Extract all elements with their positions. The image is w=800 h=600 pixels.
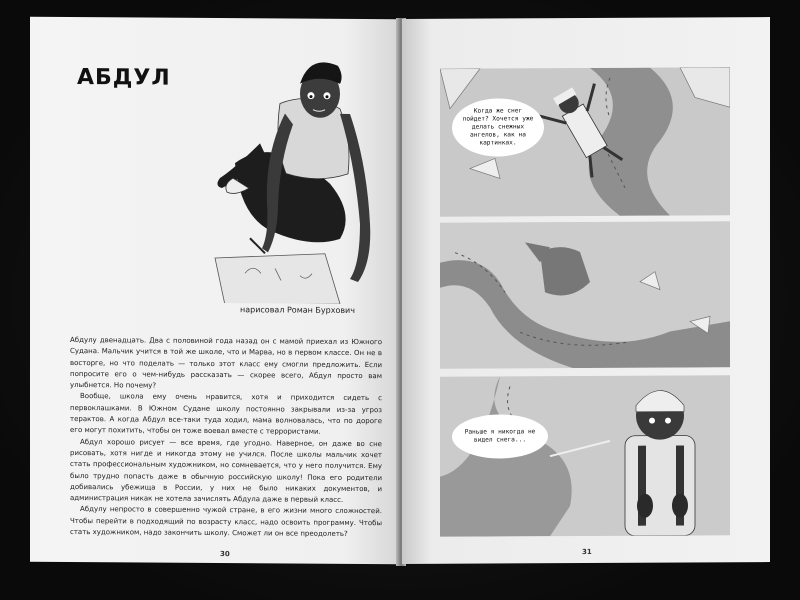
left-page [30,17,400,565]
page-title: АБДУЛ [77,65,171,91]
comic-panel-2 [440,221,730,369]
paragraph: Вообще, школа ему очень нравится, хотя и приходится сидеть с первоклашками. В Южном Судане школу постоянно закрывали из-за угроз терактов. А когда Абдул все-таки туда ходил, мама волновалась, что по дороге его могут похитить, чтобы он тоже воевал вместе с террористами. [70,392,382,437]
article-body [70,335,382,541]
illustration-credit: нарисовал Роман Бурхович [240,305,355,315]
open-book [30,18,770,578]
paragraph: Абдулу непросто в совершенно чужой стране, в его жизни много сложностей. Чтобы перейти в подходящий по возрасту класс, надо освоить программу. Чтобы стать художником, надо закончить школу. Сможет ли он все преодолеть? [70,505,382,538]
speech-bubble-3: Раньше я никогда не видел снега... [452,414,548,459]
comic-panel-1 [440,67,730,217]
page-number-right: 31 [582,547,592,557]
paragraph: Абдулу двенадцать. Два с половиной года назад он с мамой приехал из Южного Судана. Мальчик учится в той же школе, что и Марва, но в первом классе. Он не в восторге, но что поделать — только этот класс ему смогли предложить. Если попросите его о чем-нибудь рассказать — скорее всего, Абдул просто вам улыбнется. Но почему? [70,335,382,390]
page-number-left: 30 [220,550,230,559]
comic-panel-3 [440,375,730,537]
speech-bubble-1: Когда же снег пойдет? Хочется уже делать снежных ангелов, как на картинках. [452,98,544,156]
paragraph: Абдул хорошо рисует — все время, где угодно. Наверное, он даже во сне рисовать, хотя нигде и никогда этому не учился. После школы мальчик хочет стать профессиональным художником, но сомневается, что у него получится. Ему было трудно попасть даже в обычную российскую школу! Пока его родители добивались убежища в России, у них не было никаких документов, и администрация никак не хотела зачислять Абдула даже в первый класс. [70,437,382,505]
boy-drawing-illustration [205,53,390,304]
right-page [402,17,770,564]
